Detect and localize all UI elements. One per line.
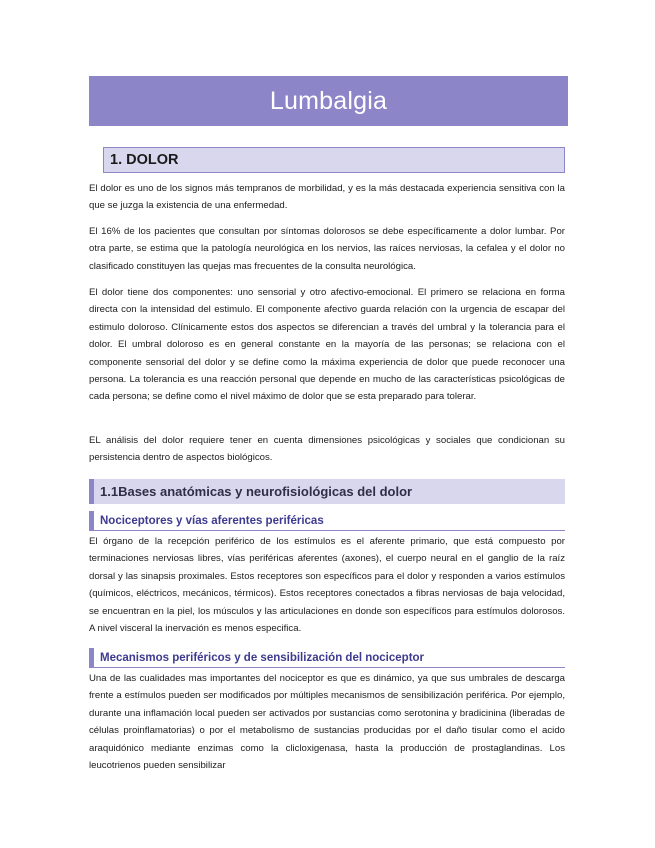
section-heading-dolor [103, 147, 565, 173]
subheading-mecanismos [89, 648, 565, 668]
paragraph-1: El dolor es uno de los signos más tempranos de morbilidad, y es la más destacada experiencia sensitiva con la que se juzga la existencia de una enfermedad. [89, 183, 565, 212]
subheading-text: Mecanismos periféricos y de sensibilización del nociceptor [100, 651, 425, 664]
subheading-nociceptores [89, 511, 565, 531]
paragraph-nociceptores: El órgano de la recepción periférico de los estímulos es el aferente primario, que está compuesto por terminaciones nerviosas libres, vías periféricas aferentes (axones), el cuerpo neural en el ganglio de la raíz dorsal y las sinapsis proximales. Estos receptores son específicos para el dolor y responden a varios estímulos (químicos, eléctricos, mecánicos, térmicos). Estos receptores conectados a fibras nerviosas de baja velocidad, se encuentran en la piel, los músculos y las articulaciones en donde son específicos para estímulos dolorosos. A nivel visceral la inervación es menos especifica. [89, 536, 565, 635]
paragraph-mecanismos: Una de las cualidades mas importantes del nociceptor es que es dinámico, ya que sus umbrales de descarga frente a estímulos pueden ser modificados por múltiples mecanismos de sensibilización periférica. Por ejemplo, durante una inflamación local pueden ser activados por sustancias como serotonina y bradicinina (liberadas de células proinflamatorias) o por el metabolismo de sustancias producidas por el daño tisular como el acido araquidónico mediante enzimas como la clicloxigenasa, hasta la producción de prostaglandinas. Los leucotrienos pueden sensibilizar [89, 673, 565, 772]
subsection-heading-text: 1.1Bases anatómicas y neurofisiológicas del dolor [100, 484, 413, 499]
subheading-text: Nociceptores y vías aferentes periféricas [100, 514, 324, 527]
paragraph-3: El dolor tiene dos componentes: uno sensorial y otro afectivo-emocional. El primero se relaciona en forma directa con la intensidad del estimulo. El componente afectivo guarda relación con la urgencia de escapar del estimulo doloroso. Clínicamente estos dos aspectos se diferencian a través del umbral y la tolerancia para el dolor. El umbral doloroso es en general constante en la mayoría de las personas; se relaciona con el componente sensorial del dolor y se define como la máxima experiencia de dolor que puede reconocer una persona. La tolerancia es una reacción personal que depende en mucho de las características psicológicas de cada persona; se define como el nivel máximo de dolor que se esta preparado para tolerar. [89, 287, 565, 403]
section-heading-text: 1. DOLOR [110, 152, 179, 168]
paragraph-2: El 16% de los pacientes que consultan por síntomas dolorosos se debe específicamente a dolor lumbar. Por otra parte, se estima que la patología neurológica en los nervios, las raíces nerviosas, la cefalea y el dolor no clasificado constituyen las quejas mas frecuentes de la consulta neurológica. [89, 226, 565, 272]
subsection-heading-bases [89, 479, 565, 504]
document-title-banner [89, 76, 568, 126]
paragraph-4: EL análisis del dolor requiere tener en cuenta dimensiones psicológicas y sociales que condicionan su persistencia dentro de aspectos biológicos. [89, 435, 565, 464]
document-title: Lumbalgia [269, 86, 388, 115]
